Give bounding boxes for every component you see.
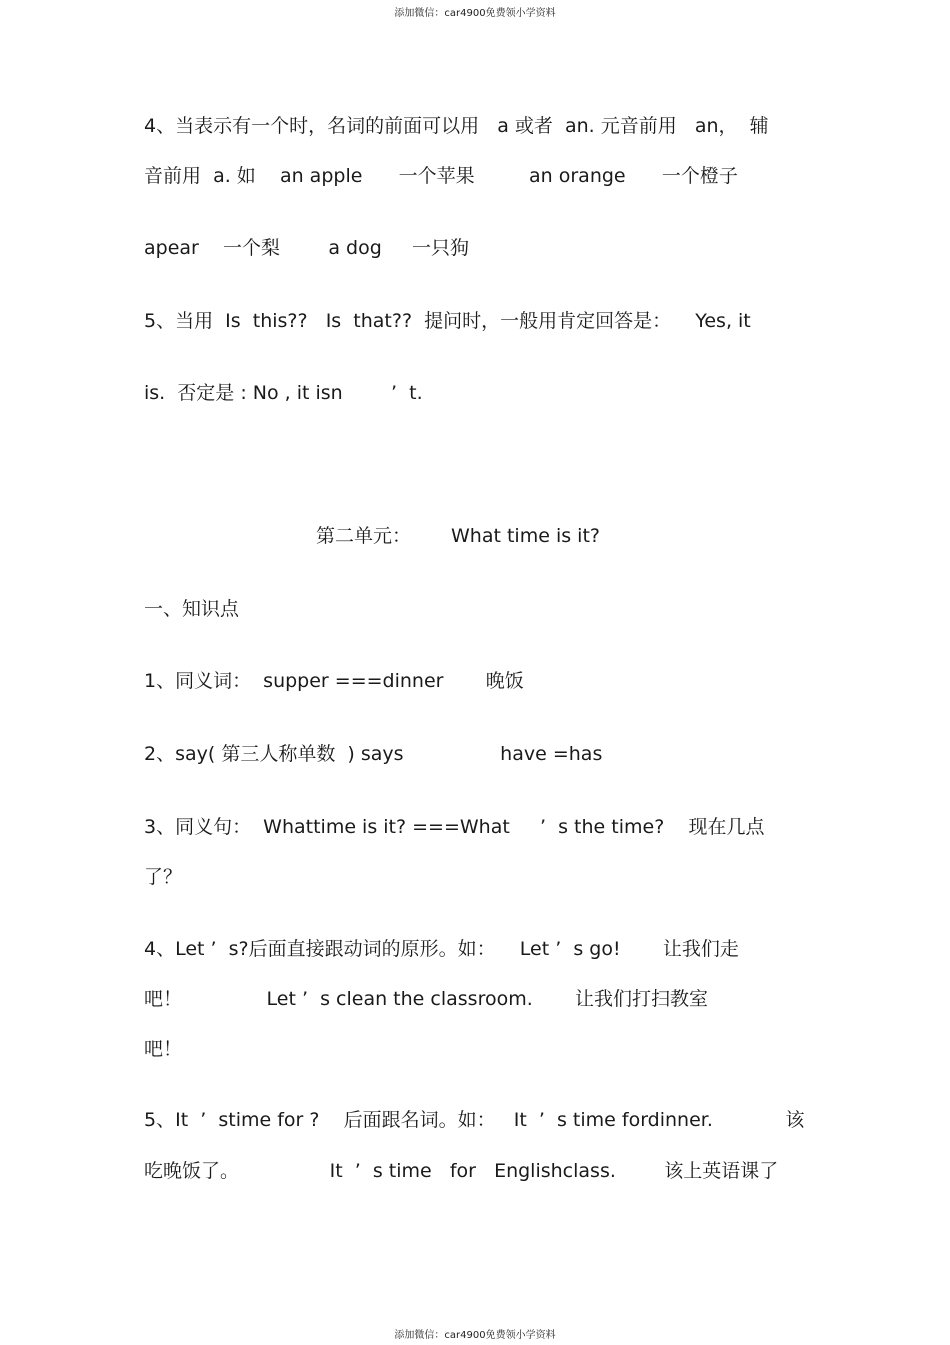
rule-5-line-1: 5、当用 Is this?? Is that?? 提问时，一般用肯定回答是： Yes, it (144, 310, 751, 332)
point-3-line-1: 3、同义句： Whattime is it? ===What ’ s the time? 现在几点 (144, 816, 765, 838)
rule-5-line-2: is. 否定是 : No , it isn ’ t. (144, 382, 423, 404)
point-4-line-3: 吧！ (144, 1038, 183, 1060)
point-5-line-1: 5、It ’ stime for ? 后面跟名词。如： It ’ s time fordinner. 该 (144, 1109, 805, 1131)
page-header: 添加微信：car4900免费领小学资料 (394, 8, 556, 19)
point-5-line-2: 吃晚饭了。 It ’ s time for Englishclass. 该上英语课了 (144, 1160, 779, 1182)
point-4-line-1: 4、Let ’ s?后面直接跟动词的原形。如： Let ’ s go! 让我们走 (144, 938, 739, 960)
page-footer: 添加微信：car4900免费领小学资料 (394, 1330, 556, 1341)
point-2: 2、say( 第三人称单数 ) says have =has (144, 743, 603, 765)
point-3-line-2: 了？ (144, 866, 183, 888)
point-1: 1、同义词： supper ===dinner 晚饭 (144, 670, 524, 692)
rule-4-line-3: apear 一个梨 a dog 一只狗 (144, 237, 469, 259)
rule-4-line-2: 音前用 a. 如 an apple 一个苹果 an orange 一个橙子 (144, 165, 738, 187)
unit-2-title-en: What time is it? (451, 525, 600, 547)
rule-4-line-1: 4、当表示有一个时，名词的前面可以用 a 或者 an. 元音前用 an， 辅 (144, 115, 769, 137)
unit-2-title-cn: 第二单元： (316, 525, 412, 547)
section-heading: 一、知识点 (144, 598, 240, 620)
unit-2-title (316, 524, 600, 548)
point-4-line-2: 吧！ Let ’ s clean the classroom. 让我们打扫教室 (144, 988, 709, 1010)
